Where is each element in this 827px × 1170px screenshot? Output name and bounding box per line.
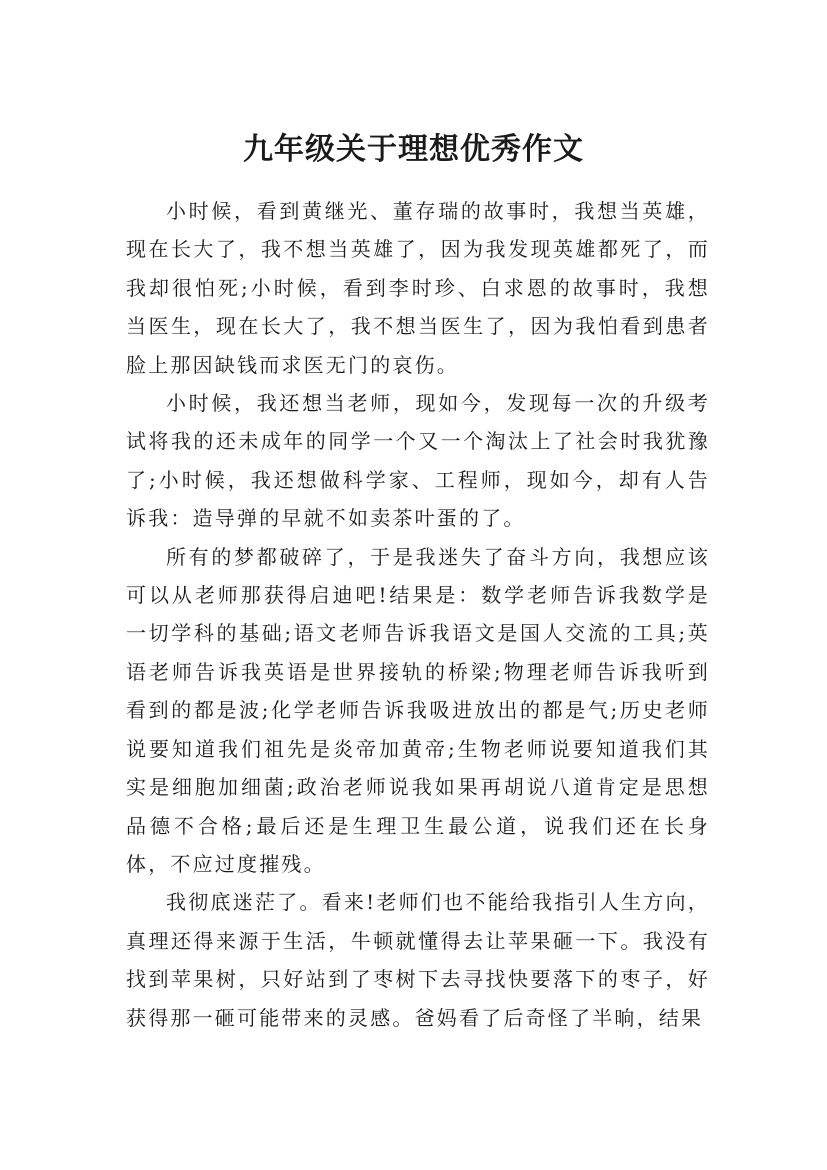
paragraph-4: 我彻底迷茫了。看来!老师们也不能给我指引人生方向，真理还得来源于生活，牛顿就懂得去让苹果砸一下。我没有找到苹果树，只好站到了枣树下去寻找快要落下的枣子，好获得那一砸可能带来的灵感。爸妈看了后奇怪了半晌，结果 <box>126 890 710 1030</box>
paragraph-1: 小时候，看到黄继光、董存瑞的故事时，我想当英雄，现在长大了，我不想当英雄了，因为我发现英雄都死了，而我却很怕死;小时候，看到李时珍、白求恩的故事时，我想当医生，现在长大了，我不想当医生了，因为我怕看到患者脸上那因缺钱而求医无门的哀伤。 <box>126 199 710 377</box>
paragraph-2: 小时候，我还想当老师，现如今，发现每一次的升级考试将我的还未成年的同学一个又一个淘汰上了社会时我犹豫了;小时候，我还想做科学家、工程师，现如今，却有人告诉我：造导弹的早就不如卖茶叶蛋的了。 <box>126 391 710 531</box>
document-body <box>126 192 710 1037</box>
paragraph-3: 所有的梦都破碎了，于是我迷失了奋斗方向，我想应该可以从老师那获得启迪吧!结果是：数学老师告诉我数学是一切学科的基础;语文老师告诉我语文是国人交流的工具;英语老师告诉我英语是世界接轨的桥梁;物理老师告诉我听到看到的都是波;化学老师告诉我吸进放出的都是气;历史老师说要知道我们祖先是炎帝加黄帝;生物老师说要知道我们其实是细胞加细菌;政治老师说我如果再胡说八道肯定是思想品德不合格;最后还是生理卫生最公道，说我们还在长身体，不应过度摧残。 <box>126 544 710 876</box>
document-title: 九年级关于理想优秀作文 <box>243 132 584 168</box>
